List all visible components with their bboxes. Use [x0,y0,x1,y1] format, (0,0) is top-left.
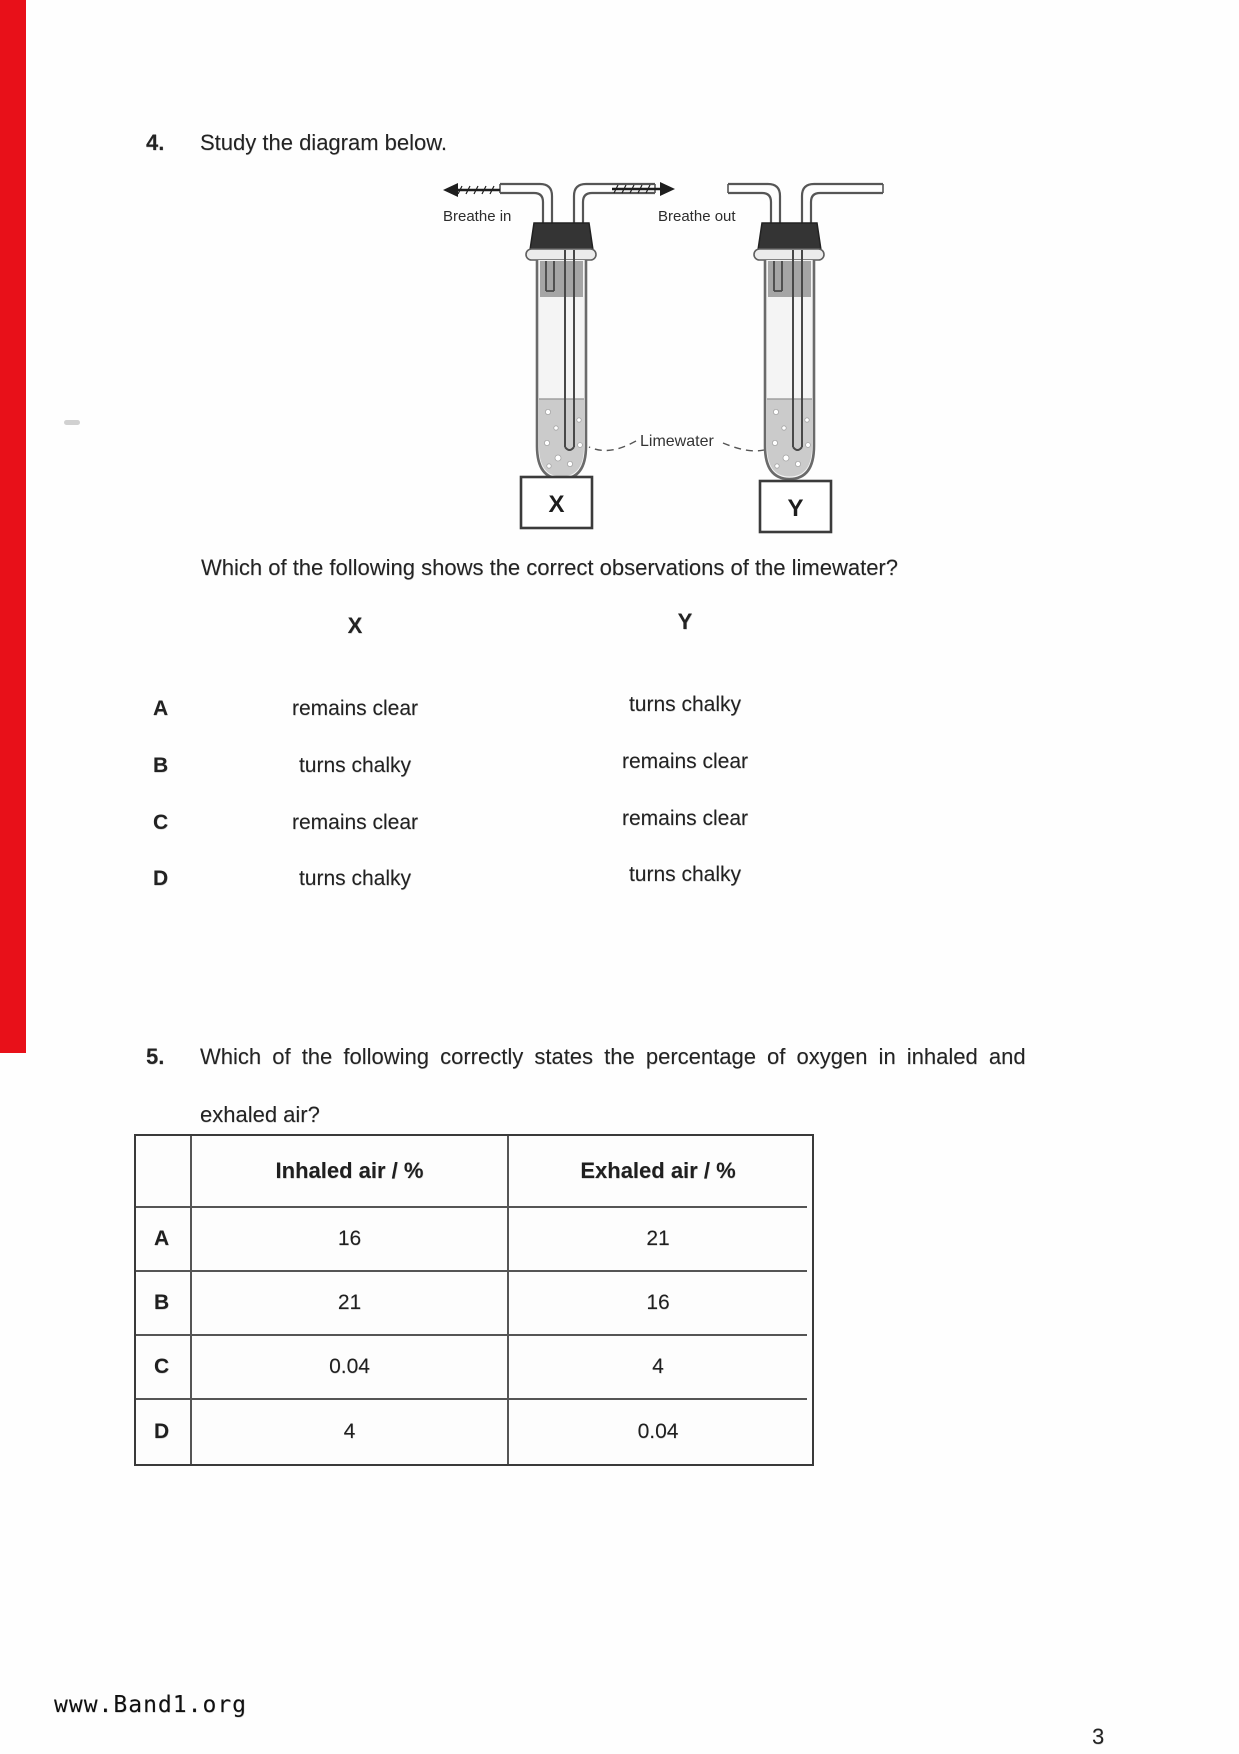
option-letter: C [153,811,169,834]
option-y-value: remains clear [621,750,749,773]
table-cell-exhaled: 21 [509,1208,807,1272]
table-cell-inhaled: 0.04 [192,1336,509,1400]
table-row-letter: C [136,1336,192,1400]
limewater-label: Limewater [640,433,714,450]
option-letter: A [153,697,169,720]
table-header-exhaled: Exhaled air / % [509,1136,807,1208]
option-row-c [0,807,1239,839]
option-row-d [0,863,1239,895]
question4-text: Which of the following shows the correct observations of the limewater? [201,555,898,580]
table-cell-inhaled: 21 [192,1272,509,1336]
option-row-b [0,750,1239,782]
breathe-out-label: Breathe out [658,208,736,225]
table-corner-cell [136,1136,192,1208]
option-x-value: remains clear [291,697,419,720]
question5-text-line1: Which of the following correctly states the percentage of oxygen in inhaled and [200,1044,1026,1069]
limewater-experiment-diagram [385,145,895,545]
scan-artifact-red-strip [0,0,26,1053]
question4-number: 4. [146,130,165,155]
scan-artifact-smudge [64,420,80,425]
question4-prompt: Study the diagram below. [200,130,448,155]
option-y-value: remains clear [621,807,749,830]
footer-site-url: www.Band1.org [54,1692,248,1718]
option-y-value: turns chalky [628,693,742,716]
page-number: 3 [1092,1724,1105,1749]
table-row-letter: B [136,1272,192,1336]
option-x-value: turns chalky [298,867,412,890]
table-header-inhaled: Inhaled air / % [192,1136,509,1208]
tube-x-box [521,477,592,528]
column-header-x: X [347,613,363,638]
option-letter: D [153,867,169,890]
option-y-value: turns chalky [628,863,742,886]
table-row-letter: D [136,1400,192,1464]
limewater-leader-left [589,441,636,451]
table-cell-exhaled: 16 [509,1272,807,1336]
question5-text-line2: exhaled air? [200,1102,320,1127]
table-cell-exhaled: 0.04 [637,1420,679,1443]
option-row-a [0,693,1239,725]
column-header-y: Y [677,609,693,634]
table-cell-exhaled: 4 [509,1336,807,1400]
breathe-in-label: Breathe in [443,208,512,225]
oxygen-percentage-table [134,1134,814,1466]
option-x-value: remains clear [291,811,419,834]
question5-number: 5. [146,1044,165,1069]
tube-x-label: X [548,491,565,518]
tube-y-box [760,481,831,532]
tube-y-label: Y [787,495,804,522]
table-cell-inhaled: 4 [192,1400,509,1464]
table-cell-inhaled: 16 [192,1208,509,1272]
limewater-leader-right [723,443,764,451]
breathe-in-arrow [443,183,500,197]
option-x-value: turns chalky [298,754,412,777]
option-letter: B [153,754,169,777]
table-row-letter: A [136,1208,192,1272]
